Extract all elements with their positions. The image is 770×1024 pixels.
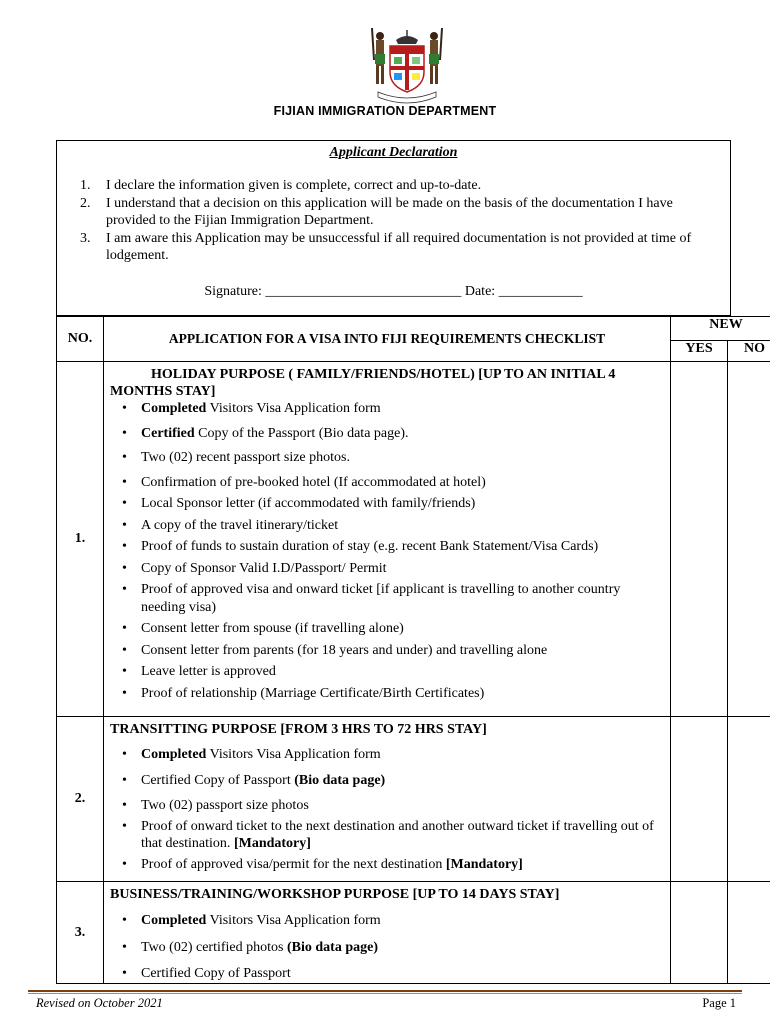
declaration-item: 1. I declare the information given is complete, correct and up-to-date. [80, 178, 482, 193]
requirements-checklist-table [56, 316, 770, 984]
list-item: • Local Sponsor letter (if accommodated with family/friends) [122, 496, 476, 511]
requirements-list [110, 400, 666, 702]
declaration-title: Applicant Declaration [329, 145, 458, 160]
declaration-list [80, 177, 725, 265]
signature-date-line[interactable]: Signature: ____________________________ Date: ____________ [204, 284, 583, 299]
table-row [57, 717, 770, 882]
department-name: FIJIAN IMMIGRATION DEPARTMENT [273, 104, 497, 118]
list-item: • Certified Copy of Passport (Bio data page) [122, 772, 386, 788]
list-item: • Consent letter from spouse (if travelling alone) [122, 621, 404, 636]
declaration-item: 3. I am aware this Application may be unsuccessful if all required documentation is not provided at time of lodgement. [80, 230, 692, 263]
column-header-no-answer: NO [728, 340, 770, 361]
checkbox-yes[interactable] [671, 362, 728, 717]
list-item: • Completed Visitors Visa Application form [122, 401, 381, 416]
list-item: • Two (02) certified photos (Bio data page) [122, 939, 378, 955]
column-header-yes: YES [671, 340, 728, 361]
column-header-requirements: APPLICATION FOR A VISA INTO FIJI REQUIREMENTS CHECKLIST [104, 317, 671, 362]
section-business [104, 882, 671, 984]
checkbox-yes[interactable] [671, 882, 728, 984]
list-item: • Completed Visitors Visa Application form [122, 747, 381, 762]
checkbox-no[interactable] [728, 882, 770, 984]
section-number: 3. [57, 882, 104, 984]
checkbox-yes[interactable] [671, 717, 728, 882]
list-item: • Consent letter from parents (for 18 years and under) and travelling alone [122, 642, 548, 658]
checkbox-no[interactable] [728, 362, 770, 717]
column-header-no: NO. [57, 317, 104, 362]
requirements-list [110, 746, 666, 873]
section-number: 1. [57, 362, 104, 717]
section-holiday [104, 362, 671, 717]
checkbox-no[interactable] [728, 717, 770, 882]
list-item: • Leave letter is approved [122, 664, 276, 679]
list-item: • Proof of approved visa/permit for the next destination [Mandatory] [122, 856, 523, 872]
list-item: • Certified Copy of the Passport (Bio data page). [122, 425, 409, 441]
list-item: • Proof of approved visa and onward ticket [if applicant is travelling to another country needing visa) [122, 582, 621, 615]
list-item: • Copy of Sponsor Valid I.D/Passport/ Permit [122, 560, 387, 576]
list-item: • A copy of the travel itinerary/ticket [122, 517, 339, 533]
page-number: Page 1 [702, 996, 736, 1010]
list-item: • Certified Copy of Passport [122, 966, 291, 981]
list-item: • Two (02) recent passport size photos. [122, 450, 350, 465]
section-title: HOLIDAY PURPOSE ( FAMILY/FRIENDS/HOTEL) [UP TO AN INITIAL 4 MONTHS STAY] [110, 367, 616, 399]
requirements-list [110, 912, 666, 983]
footer-rule-light [28, 993, 742, 994]
list-item: • Confirmation of pre-booked hotel (If accommodated at hotel) [122, 474, 486, 490]
column-header-new: NEW [671, 317, 770, 341]
list-item: • Proof of relationship (Marriage Certificate/Birth Certificates) [122, 685, 485, 701]
table-row [57, 882, 770, 984]
declaration-item: 2. I understand that a decision on this application will be made on the basis of the documentation I have provided to the Fijian Immigration Department. [80, 195, 673, 228]
section-transit [104, 717, 671, 882]
section-title: BUSINESS/TRAINING/WORKSHOP PURPOSE [UP TO 14 DAYS STAY] [110, 887, 560, 902]
table-row [57, 362, 770, 717]
list-item: • Proof of funds to sustain duration of stay (e.g. recent Bank Statement/Visa Cards) [122, 539, 599, 554]
section-number: 2. [57, 717, 104, 882]
list-item: • Completed Visitors Visa Application form [122, 913, 381, 928]
fiji-coat-of-arms-icon [366, 20, 448, 106]
list-item: • Two (02) passport size photos [122, 798, 309, 813]
footer-rule [28, 990, 742, 992]
section-title: TRANSITTING PURPOSE [FROM 3 HRS TO 72 HRS STAY] [110, 722, 487, 737]
list-item: • Proof of onward ticket to the next destination and another outward ticket if travelling out of that destination. [Mandatory] [122, 818, 654, 851]
revision-note: Revised on October 2021 [36, 996, 163, 1010]
